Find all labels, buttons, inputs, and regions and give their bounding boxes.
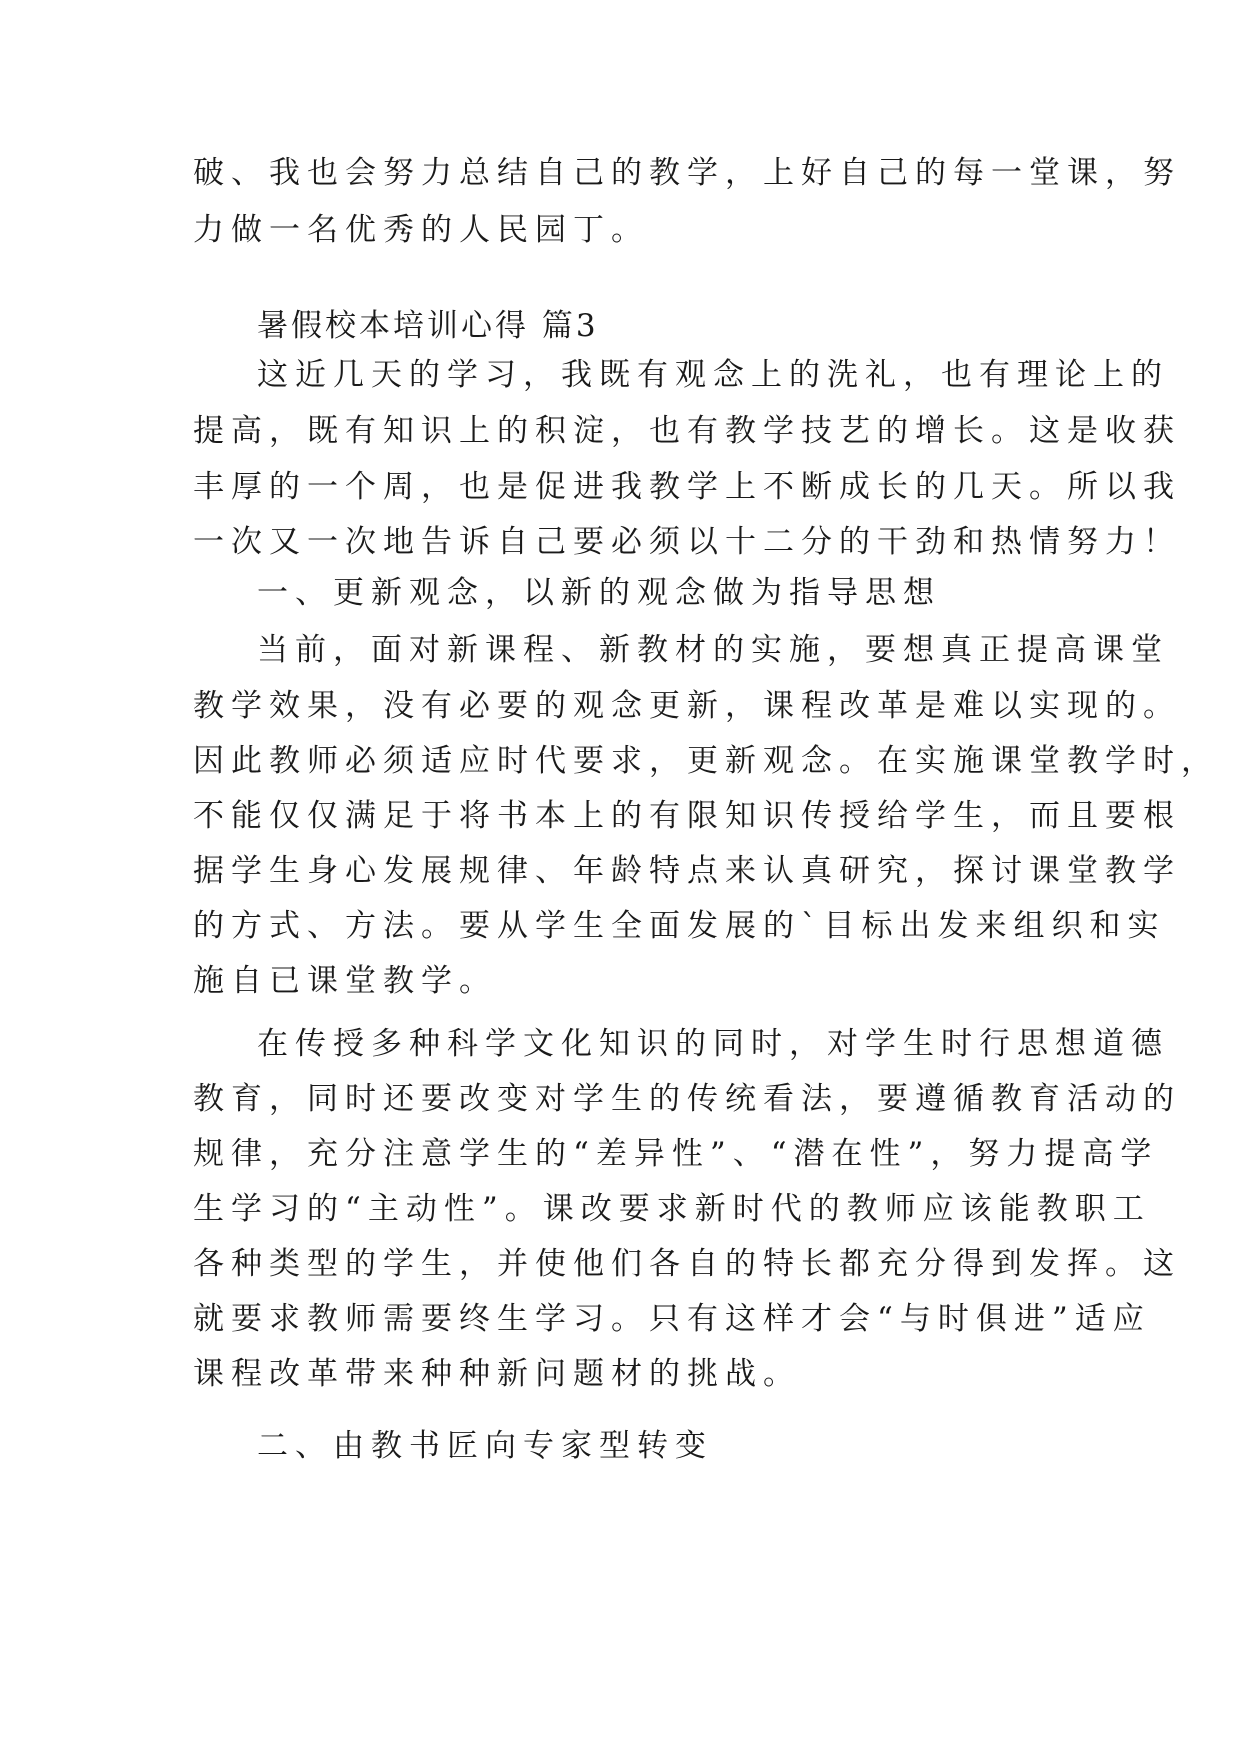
paragraph-line: 这近几天的学习，我既有观念上的洗礼，也有理论上的 xyxy=(257,357,1169,393)
paragraph-line: 据学生身心发展规律、年龄特点来认真研究，探讨课堂教学 xyxy=(193,853,1181,889)
paragraph-line: 各种类型的学生，并使他们各自的特长都充分得到发挥。这 xyxy=(193,1246,1181,1282)
paragraph-line: 提高，既有知识上的积淀，也有教学技艺的增长。这是收获 xyxy=(193,413,1181,449)
paragraph-line: 规律，充分注意学生的“差异性”、“潜在性”，努力提高学 xyxy=(193,1136,1159,1172)
paragraph-line: 不能仅仅满足于将书本上的有限知识传授给学生，而且要根 xyxy=(193,798,1181,834)
paragraph-line: 一次又一次地告诉自己要必须以十二分的干劲和热情努力！ xyxy=(193,524,1181,560)
paragraph-line: 施自已课堂教学。 xyxy=(193,963,497,999)
paragraph-line: 在传授多种科学文化知识的同时，对学生时行思想道德 xyxy=(257,1026,1169,1062)
subsection-heading: 一、更新观念，以新的观念做为指导思想 xyxy=(257,575,941,611)
subsection-heading: 二、由教书匠向专家型转变 xyxy=(257,1428,713,1464)
section-title: 暑假校本培训心得 篇3 xyxy=(257,308,599,344)
paragraph-line: 力做一名优秀的人民园丁。 xyxy=(193,212,649,248)
paragraph-line: 的方式、方法。要从学生全面发展的`目标出发来组织和实 xyxy=(193,908,1166,944)
paragraph-line: 因此教师必须适应时代要求，更新观念。在实施课堂教学时， xyxy=(193,743,1219,779)
paragraph-line: 就要求教师需要终生学习。只有这样才会“与时俱进”适应 xyxy=(193,1301,1151,1337)
paragraph-line: 破、我也会努力总结自己的教学，上好自己的每一堂课，努 xyxy=(193,155,1181,191)
paragraph-line: 教学效果，没有必要的观念更新，课程改革是难以实现的。 xyxy=(193,688,1181,724)
paragraph-line: 教育，同时还要改变对学生的传统看法，要遵循教育活动的 xyxy=(193,1081,1181,1117)
paragraph-line: 生学习的“主动性”。课改要求新时代的教师应该能教职工 xyxy=(193,1191,1151,1227)
paragraph-line: 课程改革带来种种新问题材的挑战。 xyxy=(193,1356,801,1392)
paragraph-line: 当前，面对新课程、新教材的实施，要想真正提高课堂 xyxy=(257,632,1169,668)
paragraph-line: 丰厚的一个周，也是促进我教学上不断成长的几天。所以我 xyxy=(193,469,1181,505)
